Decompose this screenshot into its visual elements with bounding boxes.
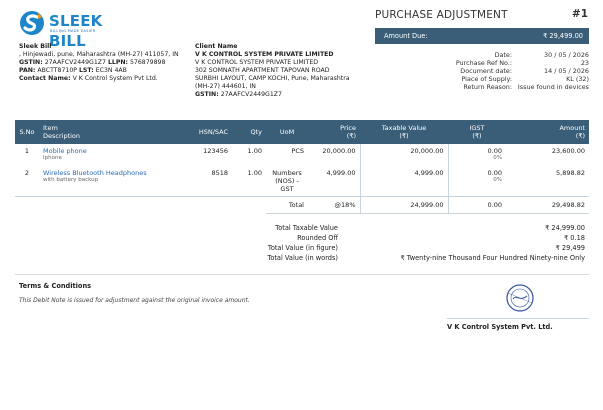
col-amount: Amount (₹) (506, 120, 589, 144)
amount-due-value: ₹ 29,499.00 (543, 32, 583, 40)
client-heading: Client Name (195, 43, 238, 50)
col-sno: S.No (15, 120, 39, 144)
totals-row: Total Value (in words) ₹ Twenty-nine Thousand Four Hundred Ninety-nine Only (267, 254, 585, 262)
amount-due-label: Amount Due: (384, 32, 428, 40)
client-block (195, 43, 370, 99)
seller-name: Sleek Bill (19, 43, 52, 50)
total-amount: 29,498.82 (506, 196, 589, 213)
seller-gstin-line: GSTIN: 27AAFCV2449G1Z7 LLPN: 576879898 (19, 59, 166, 67)
brand-logo (19, 10, 139, 50)
client-gstin-line: GSTIN: 27AAFCV2449G1Z7 (195, 91, 282, 99)
seller-contact-line: Contact Name: V K Control System Pvt Ltd. (19, 75, 158, 83)
signatory-name: V K Control System Pvt. Ltd. (447, 323, 553, 331)
item-description: Iphone (43, 155, 62, 162)
terms-body: This Debit Note is issued for adjustment against the original invoice amount. (19, 297, 250, 304)
totals-row: Total Taxable Value ₹ 24,999.00 (275, 224, 585, 232)
col-uom: UoM (266, 120, 308, 144)
document-title: PURCHASE ADJUSTMENT (375, 9, 508, 21)
meta-row: Document date: 14 / 05 / 2026 (460, 67, 589, 76)
client-name: V K CONTROL SYSTEM PRIVATE LIMITED (195, 51, 334, 59)
client-address-line-3: SURBHI LAYOUT, CAMP KOCHI, Pune, Maharashtra (195, 75, 350, 83)
col-igst: IGST (₹) (448, 120, 506, 144)
totals-row: Total Value (in figure) ₹ 29,499 (267, 244, 585, 252)
table-row: 2 Wireless Bluetooth Headphones with battery backup 8518 1.00 Numbers (NOS) - GST 4,999.00 4,999.00 0.00 0% 5,898.82 (15, 166, 589, 197)
client-address-line-2: 302 SOMNATH APARTMENT TAPOVAN ROAD (195, 67, 330, 75)
section-divider (15, 274, 589, 275)
meta-row: Purchase Ref No.: 23 (455, 59, 589, 68)
total-label: Total (266, 196, 308, 213)
table-row: 1 Mobile phone Iphone 123456 1.00 PCS 20,000.00 20,000.00 0.00 0% 23,600.00 (15, 144, 589, 166)
seller-block (19, 43, 194, 83)
meta-row: Return Reason: Issue found in devices (463, 83, 589, 92)
document-meta (375, 51, 589, 91)
company-stamp-icon (500, 283, 540, 313)
meta-row: Date: 30 / 05 / 2026 (494, 51, 589, 59)
total-taxable: 24,999.00 (360, 196, 448, 213)
seller-address: , Hinjewadi, pune, Maharashtra (MH-27) 411057, IN (19, 51, 179, 59)
table-header-row (15, 120, 589, 144)
line-items-table (15, 120, 589, 214)
client-address-line-4: (MH-27) 444601, IN (195, 83, 256, 91)
total-igst: 0.00 (448, 196, 506, 213)
col-hsn: HSN/SAC (187, 120, 232, 144)
table-total-row (15, 196, 589, 213)
col-item: Item Description (39, 120, 187, 144)
col-taxable: Taxable Value (₹) (360, 120, 448, 144)
totals-row: Rounded Off ₹ 0.18 (297, 234, 585, 242)
signature-line (447, 318, 589, 319)
item-name: Wireless Bluetooth Headphones (43, 168, 147, 177)
terms-heading: Terms & Conditions (19, 282, 92, 290)
document-number: #1 (571, 8, 588, 20)
total-tax-rate: @18% (308, 196, 360, 213)
col-price: Price (₹) (308, 120, 360, 144)
item-name: Mobile phone (43, 147, 87, 155)
sleekbill-logo-icon (19, 10, 45, 36)
seller-pan-line: PAN: ABCTT8710P LST: EC3N 4AB (19, 67, 127, 75)
brand-tagline: BILLING MADE EASIER (50, 29, 96, 33)
col-qty: Qty (232, 120, 266, 144)
totals-summary (230, 224, 585, 264)
item-description: with battery backup (43, 177, 99, 184)
amount-due-bar (375, 28, 589, 44)
meta-row: Place of Supply: KL (32) (461, 75, 589, 84)
brand-name: SLEEK BILL (49, 12, 103, 50)
client-address-line-1: V K CONTROL SYSTEM PRIVATE LIMITED (195, 59, 319, 67)
